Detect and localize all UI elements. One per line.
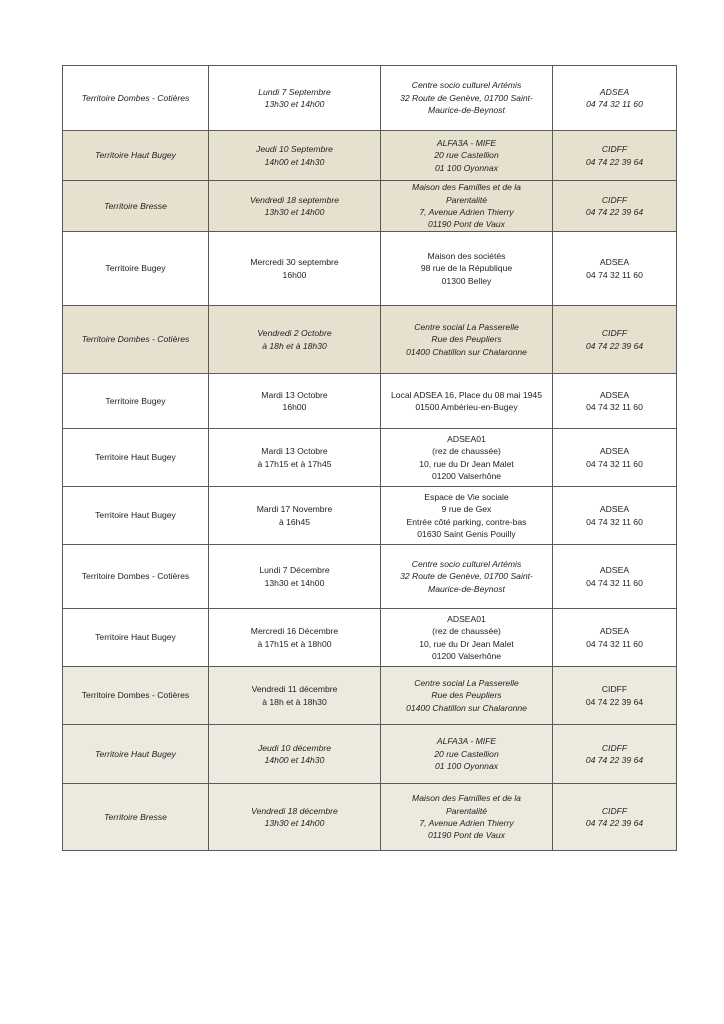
date-cell-line: Vendredi 18 septembre (249, 194, 340, 205)
place-cell-line: ADSEA01 (447, 613, 486, 624)
contact-cell-line: 04 74 32 11 60 (586, 402, 643, 412)
date-cell-line: à 17h15 et à 18h00 (257, 638, 332, 649)
contact-cell-line: 04 74 32 11 60 (586, 516, 643, 527)
contact-cell-line: 04 74 22 39 64 (585, 696, 644, 707)
date-cell-line: 16h00 (282, 269, 307, 280)
place-cell (381, 609, 553, 667)
place-cell-line: 7, Avenue Adrien Thierry (419, 207, 514, 217)
date-cell-line: 13h30 et 14h00 (264, 577, 325, 588)
place-cell-line: Maurice-de-Beynost (428, 583, 505, 594)
place-cell-line: Maurice-de-Beynost (428, 105, 505, 116)
place-cell-line: 01200 Valserhône (431, 650, 502, 661)
table-row (63, 232, 677, 306)
contact-cell-line: ADSEA (599, 257, 630, 268)
contact-cell-line: CIDFF (601, 328, 628, 339)
contact-cell-line: ADSEA (599, 389, 630, 400)
place-cell (381, 667, 553, 725)
territory-cell (63, 66, 209, 131)
place-cell-line: (rez de chaussée) (432, 626, 501, 637)
place-cell (381, 374, 553, 429)
date-cell-line: 13h30 et 14h00 (264, 818, 325, 828)
place-cell-line: 7, Avenue Adrien Thierry (419, 818, 514, 828)
place-cell-line: Centre socio culturel Artémis (411, 558, 522, 569)
place-cell-line: Centre social La Passerelle (414, 677, 519, 688)
contact-cell-line: ADSEA (599, 86, 630, 97)
territory-cell (63, 725, 209, 784)
place-cell-line: 01630 Saint Genis Pouilly (417, 528, 516, 539)
place-cell (381, 131, 553, 181)
territory-cell (63, 545, 209, 609)
date-cell (209, 667, 381, 725)
date-cell-line: Lundi 7 Décembre (259, 565, 330, 576)
contact-cell (553, 487, 677, 545)
contact-cell (553, 725, 677, 784)
territory-cell-line: Territoire Bugey (105, 395, 166, 406)
place-cell-line: 01190 Pont de Vaux (428, 219, 505, 230)
date-cell (209, 545, 381, 609)
table-row (63, 487, 677, 545)
place-cell (381, 545, 553, 609)
contact-cell-line: ADSEA (599, 446, 630, 457)
territory-cell-line: Territoire Bugey (105, 263, 166, 274)
territory-cell (63, 784, 209, 851)
contact-cell (553, 429, 677, 487)
place-cell-line: Maison des sociétés (427, 250, 506, 261)
territory-cell-line: Territoire Dombes - Cotières (81, 571, 190, 582)
date-cell-line: 13h30 et 14h00 (264, 207, 325, 217)
table-row (63, 545, 677, 609)
contact-cell-line: ADSEA (599, 504, 630, 515)
contact-cell-line: 04 74 32 11 60 (586, 458, 643, 469)
date-cell (209, 131, 381, 181)
date-cell (209, 232, 381, 306)
place-cell (381, 232, 553, 306)
territory-cell-line: Territoire Bresse (104, 811, 167, 822)
place-cell-line: 20 rue Castellion (434, 150, 499, 161)
date-cell-line: Vendredi 11 décembre (251, 684, 338, 695)
date-cell-line: à 16h45 (278, 516, 311, 527)
date-cell-line: Mercredi 30 septembre (250, 257, 339, 268)
date-cell-line: à 18h et à 18h30 (262, 340, 327, 351)
table-row (63, 429, 677, 487)
contact-cell-line: 04 74 22 39 64 (585, 818, 644, 828)
place-cell-line: Rue des Peupliers (431, 690, 502, 701)
table-row (63, 306, 677, 374)
place-cell-line: 32 Route de Genève, 01700 Saint- (400, 571, 533, 582)
contact-cell-line: CIDFF (601, 742, 628, 753)
contact-cell (553, 66, 677, 131)
place-cell-line: Centre socio culturel Artémis (411, 80, 522, 91)
territory-cell-line: Territoire Haut Bugey (95, 632, 176, 643)
territory-cell-line: Territoire Haut Bugey (95, 510, 176, 521)
table-row (63, 181, 677, 232)
date-cell (209, 609, 381, 667)
contact-cell (553, 374, 677, 429)
territory-cell (63, 306, 209, 374)
place-cell-line: 01 100 Oyonnax (434, 761, 499, 772)
date-cell (209, 784, 381, 851)
place-cell-line: ALFA3A - MIFE (436, 736, 497, 747)
territory-cell-line: Territoire Haut Bugey (95, 748, 176, 759)
table-row (63, 374, 677, 429)
territory-cell (63, 131, 209, 181)
contact-cell-line: 04 74 32 11 60 (586, 638, 643, 649)
schedule-table (62, 65, 677, 851)
date-cell (209, 487, 381, 545)
contact-cell (553, 232, 677, 306)
place-cell-line: 01500 Ambérieu-en-Bugey (415, 402, 518, 412)
territory-cell-line: Territoire Bresse (104, 200, 167, 211)
contact-cell-line: 04 74 22 39 64 (585, 340, 644, 351)
contact-cell-line: CIDFF (601, 684, 628, 695)
place-cell-line: 01200 Valserhône (431, 470, 502, 481)
date-cell-line: Mardi 17 Novembre (256, 504, 333, 515)
place-cell-line: Espace de Vie sociale (424, 491, 509, 502)
territory-cell (63, 374, 209, 429)
contact-cell (553, 784, 677, 851)
place-cell-line: Maison des Familles et de la (412, 182, 521, 193)
place-cell-line: ADSEA01 (447, 433, 486, 444)
territory-cell-line: Territoire Dombes - Cotières (81, 334, 190, 345)
contact-cell (553, 131, 677, 181)
contact-cell-line: 04 74 32 11 60 (586, 269, 643, 280)
date-cell-line: à 18h et à 18h30 (262, 696, 327, 707)
contact-cell-line: 04 74 32 11 60 (586, 99, 643, 109)
territory-cell (63, 609, 209, 667)
contact-cell-line: 04 74 32 11 60 (586, 577, 643, 588)
contact-cell (553, 181, 677, 232)
contact-cell-line: CIDFF (601, 805, 628, 816)
date-cell (209, 374, 381, 429)
date-cell (209, 306, 381, 374)
date-cell (209, 725, 381, 784)
contact-cell-line: CIDFF (601, 144, 628, 155)
place-cell-line: 01190 Pont de Vaux (428, 830, 505, 841)
territory-cell-line: Territoire Dombes - Cotières (81, 92, 190, 103)
table-row (63, 131, 677, 181)
date-cell-line: 13h30 et 14h00 (264, 99, 325, 109)
contact-cell-line: 04 74 22 39 64 (585, 755, 644, 765)
date-cell-line: 14h00 et 14h30 (264, 755, 325, 765)
place-cell (381, 784, 553, 851)
date-cell (209, 181, 381, 232)
date-cell (209, 429, 381, 487)
contact-cell-line: ADSEA (599, 565, 630, 576)
date-cell-line: Jeudi 10 Septembre (256, 144, 333, 155)
table-row (63, 609, 677, 667)
date-cell-line: Mercredi 16 Décembre (250, 626, 339, 637)
date-cell-line: Lundi 7 Septembre (258, 86, 331, 97)
place-cell-line: 98 rue de la République (420, 263, 513, 274)
date-cell-line: Mardi 13 Octobre (261, 389, 328, 400)
territory-cell (63, 181, 209, 232)
place-cell-line: Local ADSEA 16, Place du 08 mai 1945 (391, 389, 542, 400)
contact-cell-line: 04 74 22 39 64 (585, 156, 644, 167)
date-cell-line: Jeudi 10 décembre (257, 742, 332, 753)
place-cell-line: Maison des Familles et de la (412, 793, 521, 804)
territory-cell-line: Territoire Haut Bugey (95, 150, 176, 161)
contact-cell (553, 667, 677, 725)
place-cell-line: 10, rue du Dr Jean Malet (419, 638, 514, 649)
place-cell-line: 01300 Belley (441, 275, 492, 286)
place-cell-line: 01400 Chatillon sur Chalaronne (406, 346, 527, 357)
place-cell-line: 01 100 Oyonnax (434, 162, 499, 173)
territory-cell-line: Territoire Dombes - Cotières (81, 690, 190, 701)
place-cell-line: Centre social La Passerelle (414, 321, 519, 332)
place-cell-line: 01400 Chatillon sur Chalaronne (406, 702, 527, 713)
date-cell-line: Vendredi 18 décembre (251, 805, 338, 816)
place-cell-line: Rue des Peupliers (431, 334, 502, 345)
place-cell (381, 181, 553, 232)
table-row (63, 725, 677, 784)
date-cell-line: Vendredi 2 Octobre (257, 328, 332, 339)
table-row (63, 667, 677, 725)
place-cell (381, 66, 553, 131)
place-cell-line: 32 Route de Genève, 01700 Saint- (400, 92, 533, 103)
place-cell (381, 306, 553, 374)
table-row (63, 784, 677, 851)
place-cell (381, 429, 553, 487)
date-cell-line: 16h00 (282, 402, 307, 412)
place-cell-line: Entrée côté parking, contre-bas (406, 516, 527, 527)
territory-cell (63, 667, 209, 725)
date-cell-line: 14h00 et 14h30 (264, 156, 325, 167)
table-row (63, 66, 677, 131)
territory-cell (63, 487, 209, 545)
contact-cell-line: 04 74 22 39 64 (585, 207, 644, 217)
territory-cell (63, 429, 209, 487)
place-cell-line: (rez de chaussée) (432, 446, 501, 457)
date-cell-line: Mardi 13 Octobre (261, 446, 328, 457)
place-cell-line: Parentalité (445, 194, 488, 205)
place-cell-line: 9 rue de Gex (441, 504, 492, 515)
date-cell-line: à 17h15 et à 17h45 (257, 458, 332, 469)
place-cell-line: 10, rue du Dr Jean Malet (419, 458, 514, 469)
place-cell (381, 487, 553, 545)
territory-cell-line: Territoire Haut Bugey (95, 452, 176, 463)
place-cell (381, 725, 553, 784)
contact-cell (553, 609, 677, 667)
contact-cell (553, 545, 677, 609)
territory-cell (63, 232, 209, 306)
contact-cell-line: CIDFF (601, 194, 628, 205)
contact-cell-line: ADSEA (599, 626, 630, 637)
place-cell-line: Parentalité (445, 805, 488, 816)
contact-cell (553, 306, 677, 374)
place-cell-line: 20 rue Castellion (434, 748, 499, 759)
place-cell-line: ALFA3A - MIFE (436, 137, 497, 148)
schedule-table-body (63, 66, 677, 851)
date-cell (209, 66, 381, 131)
